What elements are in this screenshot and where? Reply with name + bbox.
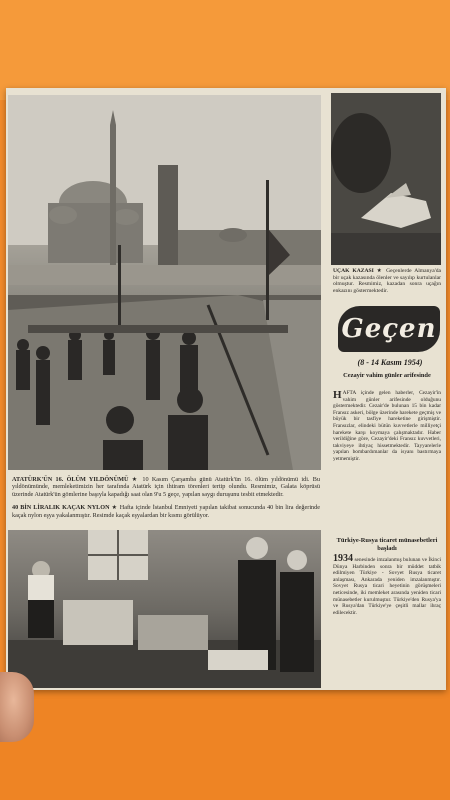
date-range: (8 - 14 Kasım 1954): [357, 358, 423, 367]
plane-crash-caption-title: UÇAK KAZASI: [333, 268, 374, 274]
article-turkiye-rusya: [333, 553, 441, 616]
heading-cezayir: Cezayir vahim günler arifesinde: [343, 372, 431, 379]
orange-background-bottom: [0, 690, 450, 800]
article-year: 1934: [333, 553, 353, 564]
caption-nylon-text: Hafta içinde İstanbul Emniyeti yapılan takibat sonucunda 40 bin lira değerinde kaçak nylon eşya yakalanmıştır. Resimde kaçak eşyalardan bir kısmı görülüyor.: [12, 504, 320, 519]
caption-nylon-title: 40 BİN LİRALIK KAÇAK NYLON: [12, 504, 110, 512]
caption-ataturk: ATATÜRK'ÜN 16. ÖLÜM YILDÖNÜMÜ ★ 10 Kasım Çarşamba günü Atatürk'ün 16. ölüm yıldönümü idi. Bu yıldönümünde, memleketimizin her tarafında Atatürk için ihtiram törenleri tertip olundu. Resmimiz, Galata köprüsü üzerinde Atatürk'ün gömlerine başıyla kapadığı saat olan 9'u 5 geçe, yapılan saygı duruşunu tesbit etmektedir.: [12, 476, 320, 498]
holding-thumb: [0, 672, 34, 742]
gecen-logo: Geçen: [338, 306, 440, 352]
caption-ataturk-text: 10 Kasım Çarşamba günü Atatürk'ün 16. ölüm yıldönümü idi. Bu yıldönümünde, memleketimizin her tarafında Atatürk için ihtiram törenleri tertip olundu. Resmimiz, Galata köprüsü üzerinde Atatürk'ün gömlerine başıyla kapadığı saat olan 9'u 5 geçe, yapılan saygı duruşunu tesbit etmektedir.: [12, 476, 320, 498]
plane-crash-caption: UÇAK KAZASI ★ Geçenlerde Almanya'da bir uçak kazasında ölenler ve sayılıp kurtulanlar olmuştur. Resmimiz, kazadan sonra uçağın enkazını göstermektedir.: [333, 268, 441, 294]
photo-smuggled-nylon: [8, 530, 321, 688]
dropcap-letter: H: [333, 389, 342, 401]
photo-plane-crash: [331, 93, 441, 265]
plane-crash-caption-text: Geçenlerde Almanya'da bir uçak kazasında ölenler ve sayılıp kurtulanlar olmuştur. Resmimiz, kazadan sonra uçağın enkazını göstermektedir.: [333, 268, 441, 294]
caption-nylon: 40 BİN LİRALIK KAÇAK NYLON ★ Hafta içinde İstanbul Emniyeti yapılan takibat sonucunda 40 bin lira değerinde kaçak nylon eşya yakalanmıştır. Resimde kaçak eşyalardan bir kısmı görülüyor.: [12, 504, 320, 519]
caption-ataturk-title: ATATÜRK'ÜN 16. ÖLÜM YILDÖNÜMÜ: [12, 476, 129, 483]
article-cezayir-text: AFTA içinde gelen haberler, Cezayir'in vahim günler arifesinde olduğunu göstermektedir. Cezair'de bulunan 15 bin kadar Fransız askeri, bölge üzerinde harekete geçmiş ve büyük bir tasfiye hareketine girişmiştir. Fransızlar, elindeki bütün kuvvetlerle milliyetçi harekete karşı koymaya çalışmaktadır. Haber verildiğine göre, Cezayir'deki Fransız kuvvetleri, takviyeye ihtiyaç hissetmektedir. Tayyarelerle yapılan bombardımanlar da isyanı bastırmaya yetmemiştir.: [333, 390, 441, 462]
main-photo-captions: [12, 476, 320, 525]
article-turkiye-rusya-text: senesinde imzalanmış bulunan ve İkinci Dünya Harbinden sonra bir müddet tatbik edilmiyen Türkiye - Sovyet Rusya ticaret anlaşması, Ankarada yeniden imzalanmıştır. Sovyet Rusya ticari heyetinin görüşmeleri neticesinde, iki memleket arasında yeniden ticari münasebetler kurulmuştur. Türkiye'den Rusya'ya ve Rusya'dan Türkiye'ye çeşitli mallar ihraç edilecektir.: [333, 557, 441, 616]
article-cezayir: [333, 390, 441, 463]
heading-turkiye-rusya: Türkiye-Rusya ticaret münasebetleri başladı: [336, 537, 438, 552]
orange-background-top: [0, 0, 450, 100]
main-photo-galata-bridge: [8, 95, 321, 470]
